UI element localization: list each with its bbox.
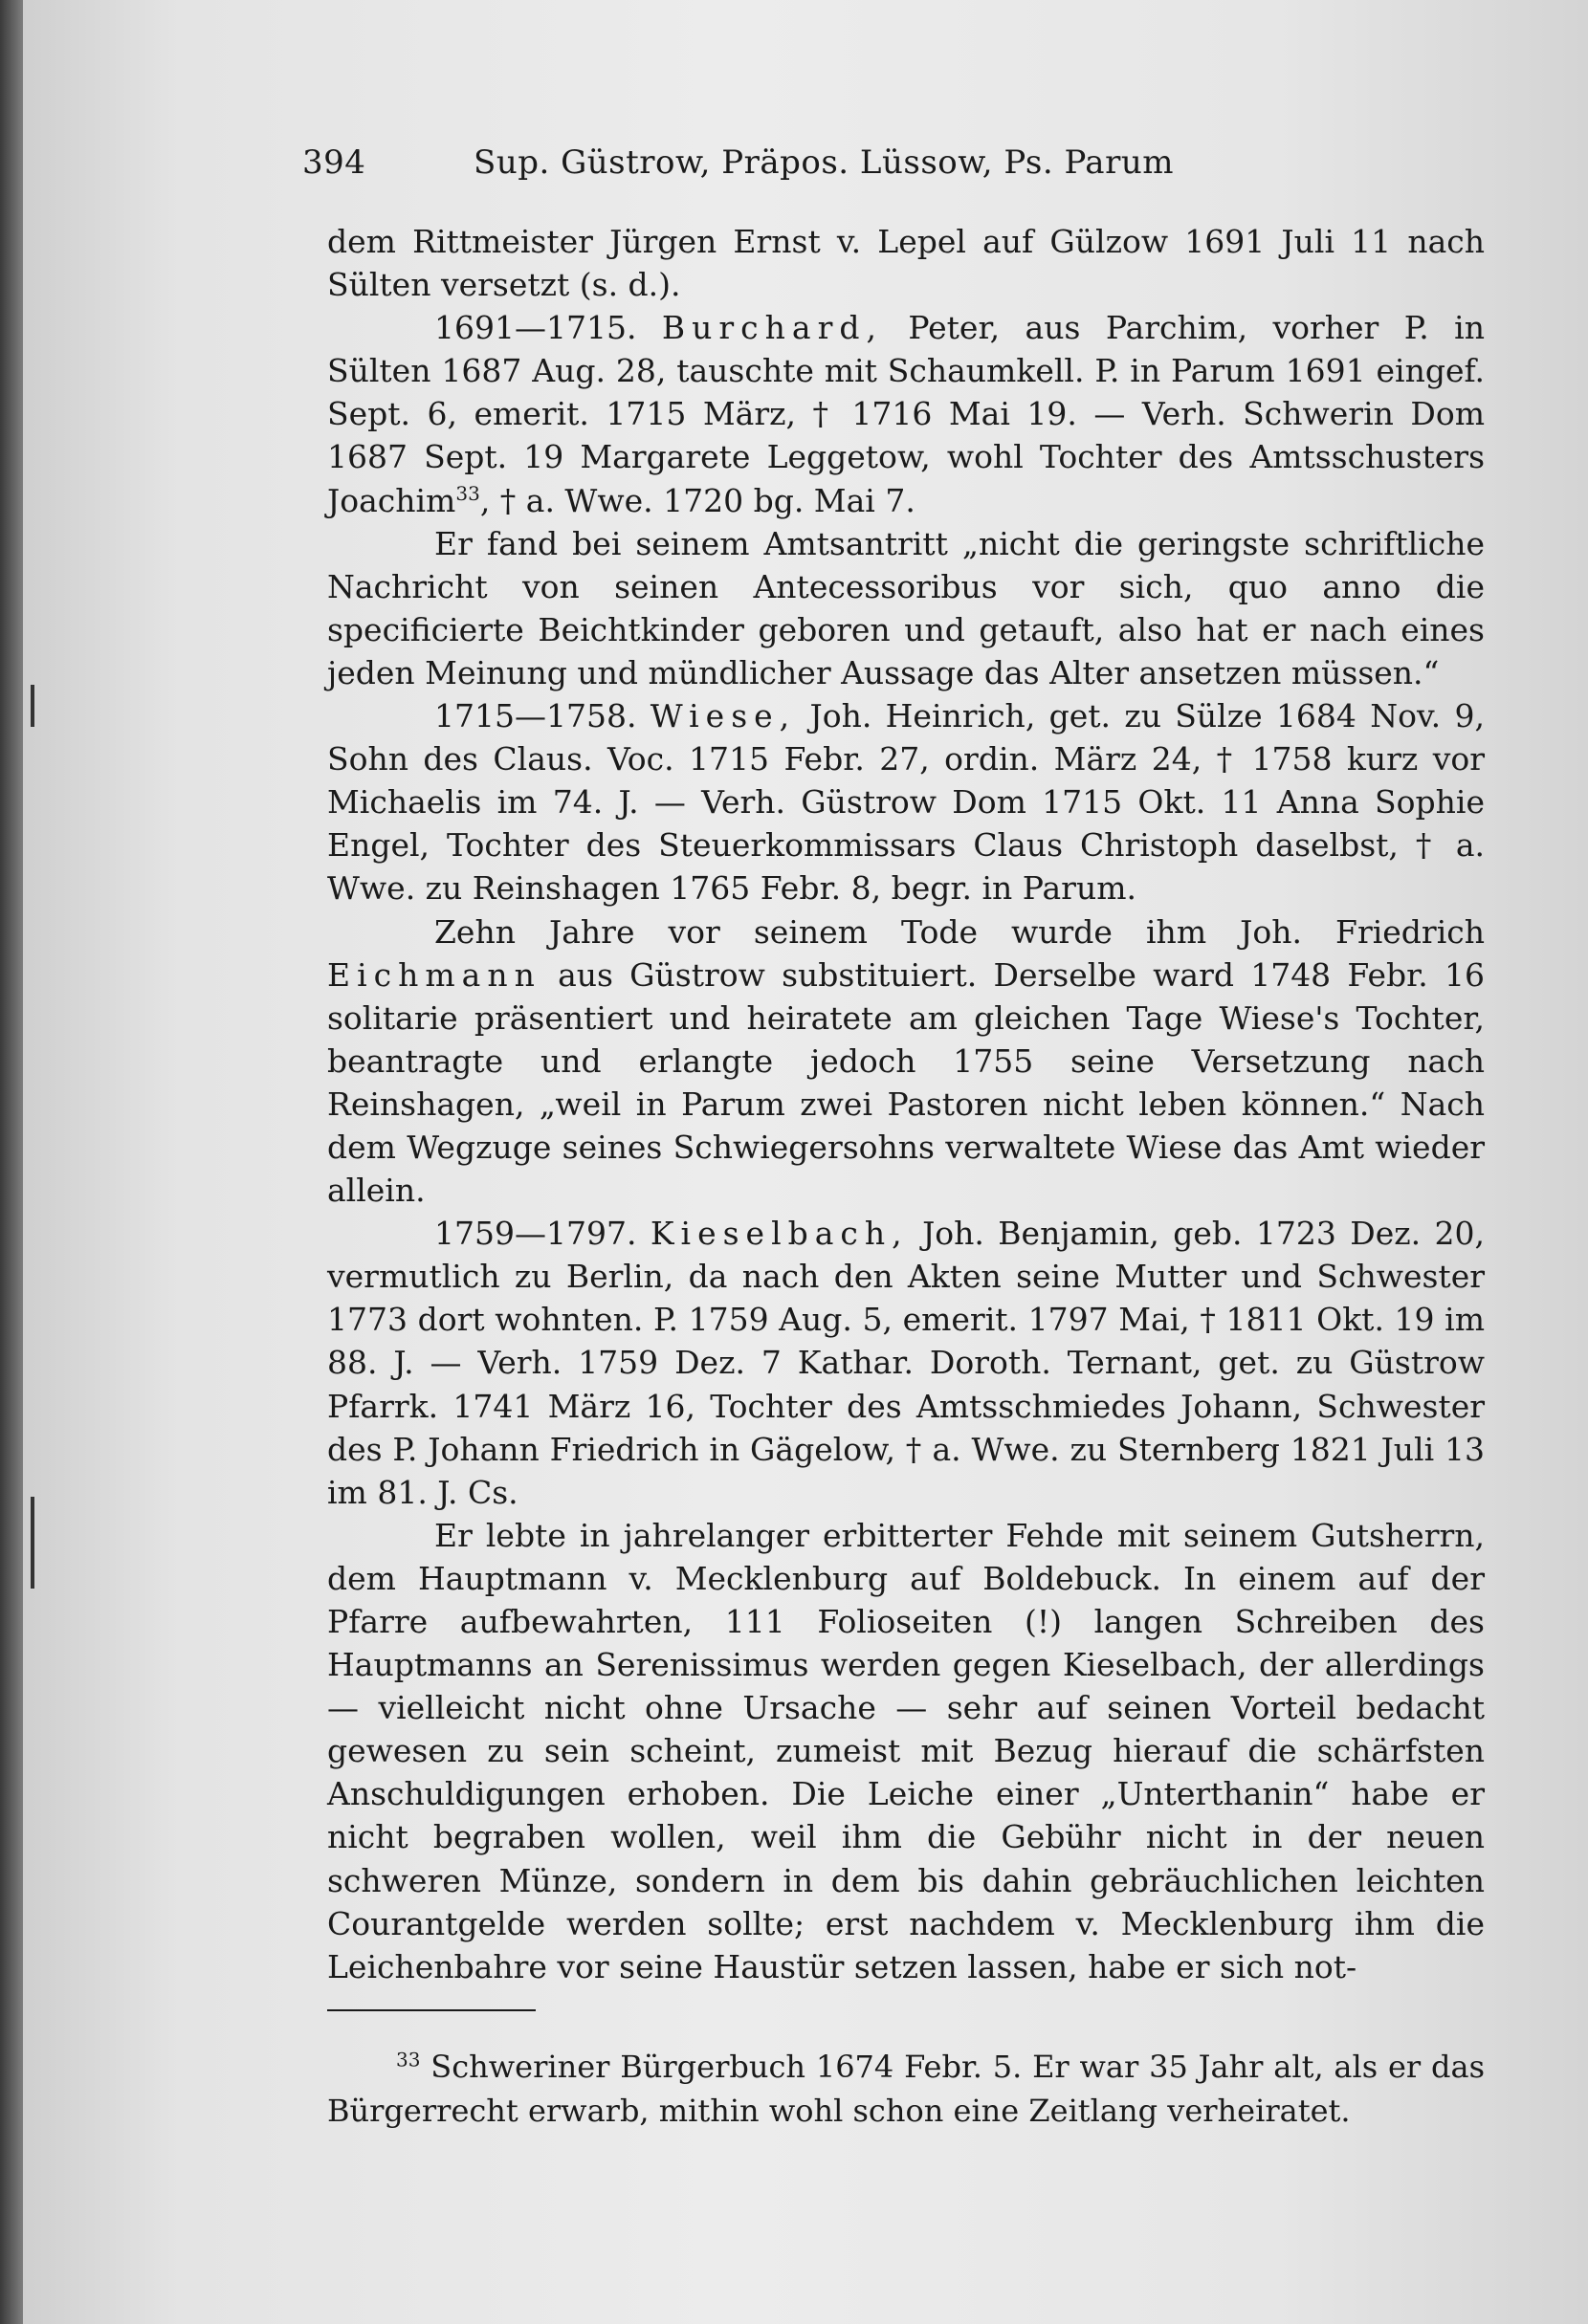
entry-kieselbach: 1759—1797. Kieselbach, Joh. Benjamin, geb. 1723 Dez. 20, vermutlich zu Berlin, da nach den Akten seine Mutter und Schwester 1773 dort wohnten. P. 1759 Aug. 5, emerit. 1797 Mai, † 1811 Okt. 19 im 88. J. — Verh. 1759 Dez. 7 Kathar. Doroth. Ternant, get. zu Güstrow Pfarrk. 1741 März 16, Tochter des Amtsschmiedes Johann, Schwester des P. Johann Friedrich in Gägelow, † a. Wwe. zu Sternberg 1821 Juli 13 im 81. J. Cs. <box>327 1215 1485 1511</box>
paragraph: Zehn Jahre vor seinem Tode wurde ihm Joh. Friedrich Eichmann aus Güstrow substituiert. Derselbe ward 1748 Febr. 16 solitarie präsentiert und heiratete am gleichen Tage Wiese's Tochter, beantragte und erlangte jedoch 1755 seine Versetzung nach Reinshagen, „weil in Parum zwei Pastoren nicht leben können.“ Nach dem Wegzuge seines Schwiegersohns verwaltete Wiese das Amt wieder allein. <box>327 912 1485 1210</box>
footnote-ref: 33 <box>455 481 480 505</box>
margin-mark <box>31 1497 34 1589</box>
paragraph: Er fand bei seinem Amtsantritt „nicht die geringste schriftliche Nachricht von seinen Antecessoribus vor sich, quo anno die specificierte Beichtkinder geboren und getauft, also hat er nach eines jeden Meinung und mündlicher Aussage das Alter ansetzen müssen.“ <box>327 524 1485 691</box>
footnote-text: Schweriner Bürgerbuch 1674 Febr. 5. Er war 35 Jahr alt, als er das Bürgerrecht erwarb, mithin wohl schon eine Zeitlang verheiratet. <box>327 2049 1486 2129</box>
margin-mark <box>31 685 34 727</box>
footnote <box>327 2045 1485 2133</box>
running-head <box>302 143 1316 182</box>
book-page <box>23 0 1588 2324</box>
footnote-divider <box>327 2009 536 2011</box>
person-name: Burchard, <box>661 309 883 347</box>
entry-wiese: 1715—1758. Wiese, Joh. Heinrich, get. zu Sülze 1684 Nov. 9, Sohn des Claus. Voc. 1715 Febr. 27, ordin. März 24, † 1758 kurz vor Michaelis im 74. J. — Verh. Güstrow Dom 1715 Okt. 11 Anna Sophie Engel, Tochter des Steuerkommissars Claus Christoph daselbst, † a. Wwe. zu Reinshagen 1765 Febr. 8, begr. in Parum. <box>327 697 1485 908</box>
entry-burchard: 1691—1715. Burchard, Peter, aus Parchim, vorher P. in Sülten 1687 Aug. 28, tauschte mit Schaumkell. P. in Parum 1691 eingef. Sept. 6, emerit. 1715 März, † 1716 Mai 19. — Verh. Schwerin Dom 1687 Sept. 19 Margarete Leggetow, wohl Tochter des Amtsschusters Joachim$^{33}$, † a. Wwe. 1720 bg. Mai 7. <box>327 309 1485 519</box>
page-number: 394 <box>302 143 366 182</box>
paragraph: Er lebte in jahrelanger erbitterter Fehde mit seinem Gutsherrn, dem Hauptmann v. Mecklenburg auf Boldebuck. In einem auf der Pfarre aufbewahrten, 111 Folioseiten (!) langen Schreiben des Hauptmanns an Serenissimus werden gegen Kieselbach, der allerdings — vielleicht nicht ohne Ursache — sehr auf seinen Vorteil bedacht gewesen zu sein scheint, zumeist mit Bezug hierauf die schärfsten Anschuldigungen erhoben. Die Leiche einer „Unterthanin“ habe er nicht begraben wollen, weil ihm die Gebühr nicht in der neuen schweren Münze, sondern in dem bis dahin gebräuchlichen leichten Courantgelde werden sollte; erst nachdem v. Mecklenburg ihm die Leichenbahre vor seine Haustür setzen lassen, habe er sich not- <box>327 1516 1485 1985</box>
body-text <box>327 220 1485 1988</box>
person-name: Eichmann <box>327 955 541 994</box>
person-name: Wiese, <box>650 697 797 735</box>
person-name: Kieselbach, <box>650 1215 909 1253</box>
paragraph: dem Rittmeister Jürgen Ernst v. Lepel auf Gülzow 1691 Juli 11 nach Sülten versetzt (s. d.). <box>327 223 1485 304</box>
footnote-number: 33 <box>396 2048 421 2072</box>
running-title: Sup. Güstrow, Präpos. Lüssow, Ps. Parum <box>474 143 1174 182</box>
